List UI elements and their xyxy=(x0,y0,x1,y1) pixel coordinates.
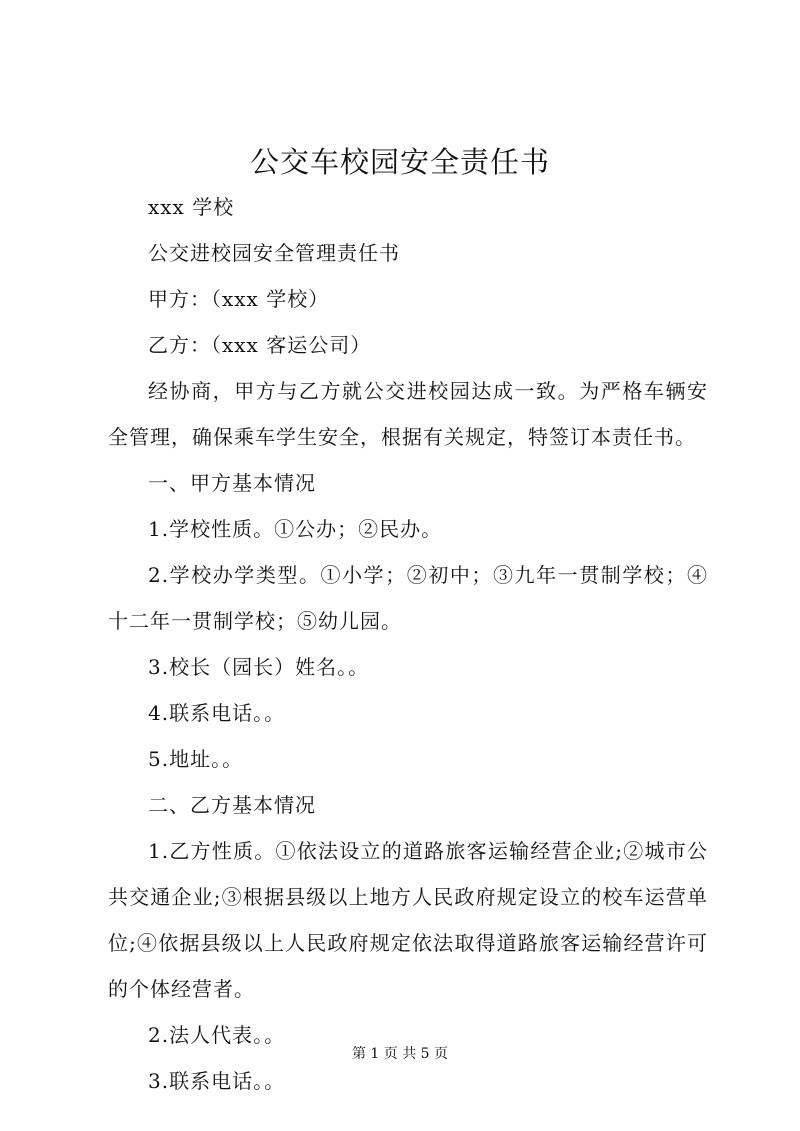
party-b-item-3: 3.联系电话。。 xyxy=(148,1069,286,1093)
party-b-item-2: 2.法人代表。。 xyxy=(148,1023,286,1047)
party-a-item-2: 2.学校办学类型。①小学；②初中；③九年一贯制学校；④十二年一贯制学校；⑤幼儿园。 xyxy=(108,563,708,633)
party-a-item-5: 5.地址。。 xyxy=(148,747,244,771)
section-heading-party-b: 二、乙方基本情况 xyxy=(148,793,316,817)
subtitle-line: 公交进校园安全管理责任书 xyxy=(148,241,400,265)
document-title: 公交车校园安全责任书 xyxy=(249,145,550,179)
party-a-item-3: 3.校长（园长）姓名。。 xyxy=(148,655,370,679)
section-heading-party-a: 一、甲方基本情况 xyxy=(148,471,316,495)
party-a-item-1: 1.学校性质。①公办；②民办。 xyxy=(148,517,443,541)
party-a-line: 甲方：（xxx 学校） xyxy=(148,287,330,311)
party-b-item-1: 1.乙方性质。①依法设立的道路旅客运输经营企业;②城市公共交通企业;③根据县级以上地方人民政府规定设立的校车运营单位;④依据县级以上人民政府规定依法取得道路旅客运输经营许可的个体经营者。 xyxy=(108,839,708,1001)
party-b-line: 乙方：（xxx 客运公司） xyxy=(148,333,372,357)
page-footer: 第 1 页 共 5 页 xyxy=(351,1046,449,1062)
document-body xyxy=(108,184,708,1104)
party-a-item-4: 4.联系电话。。 xyxy=(148,701,286,725)
intro-paragraph: 经协商，甲方与乙方就公交进校园达成一致。为严格车辆安全管理，确保乘车学生安全，根据有关规定，特签订本责任书。 xyxy=(108,379,708,449)
school-name-line: xxx 学校 xyxy=(148,195,235,219)
